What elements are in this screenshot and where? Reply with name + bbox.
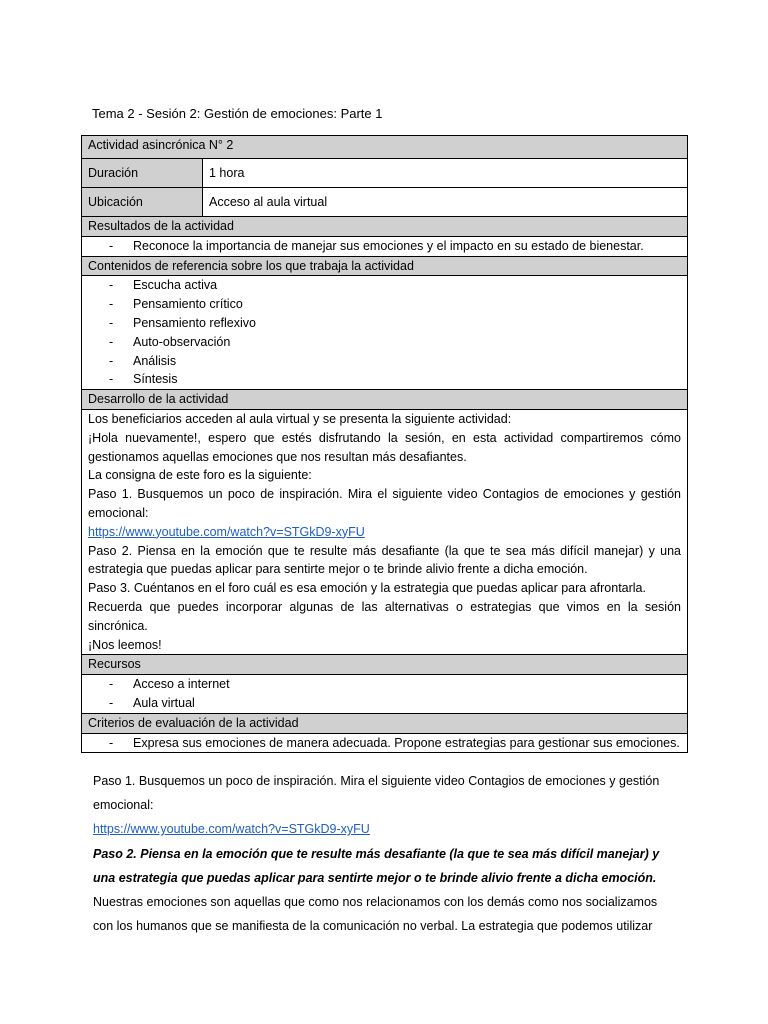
response-paragraph: Paso 2. Piensa en la emoción que te resulte más desafiante (la que te sea más difícil manejar) y una estrategia que puedas aplicar para sentirte mejor o te brinde alivio frente a dicha emoción. — [93, 846, 660, 885]
location-value: Acceso al aula virtual — [203, 188, 688, 217]
development-header-row — [82, 390, 688, 410]
contents-header: Contenidos de referencia sobre los que trabaja la actividad — [82, 256, 688, 276]
results-header: Resultados de la actividad — [82, 217, 688, 237]
list-item: - Aula virtual — [88, 694, 681, 713]
list-item: - Análisis — [88, 352, 681, 371]
response-paragraph: Nuestras emociones son aquellas que como nos relacionamos con los demás como nos socializamos con los humanos que se manifiesta de la comunicación no verbal. La estrategia que podemos utilizar — [93, 895, 658, 934]
activity-table — [81, 135, 688, 753]
video-link[interactable]: https://www.youtube.com/watch?v=STGkD9-xyFU — [88, 524, 365, 539]
criteria-list — [88, 734, 681, 753]
resources-header: Recursos — [82, 655, 688, 675]
location-row — [82, 188, 688, 217]
development-paragraph: ¡Hola nuevamente!, espero que estés disfrutando la sesión, en esta actividad compartiremos cómo gestionamos aquellas emociones que nos resultan más desafiantes. — [88, 430, 681, 464]
development-row — [82, 409, 688, 654]
duration-row — [82, 159, 688, 188]
development-paragraph: La consigna de este foro es la siguiente: — [88, 468, 312, 483]
response-paragraph: Paso 1. Busquemos un poco de inspiración. Mira el siguiente video Contagios de emociones y gestión emocional: — [93, 774, 660, 813]
duration-label: Duración — [82, 159, 203, 188]
contents-list — [88, 276, 681, 389]
list-item: - Pensamiento crítico — [88, 295, 681, 314]
header-row — [82, 136, 688, 159]
development-paragraph: Paso 1. Busquemos un poco de inspiración. Mira el siguiente video Contagios de emociones y gestión emocional: — [88, 487, 681, 520]
development-paragraph: Paso 2. Piensa en la emoción que te resulte más desafiante (la que te sea más difícil manejar) y una estrategia que puedas aplicar para sentirte mejor o te brinde alivio frente a dicha emoción. — [88, 543, 681, 577]
list-item: - Pensamiento reflexivo — [88, 314, 681, 333]
development-header: Desarrollo de la actividad — [82, 390, 688, 410]
development-paragraph: Los beneficiarios acceden al aula virtual y se presenta la siguiente actividad: — [88, 411, 512, 426]
contents-header-row — [82, 256, 688, 276]
location-label: Ubicación — [82, 188, 203, 217]
video-link[interactable]: https://www.youtube.com/watch?v=STGkD9-xyFU — [93, 822, 370, 837]
resources-header-row — [82, 655, 688, 675]
resources-list — [88, 675, 681, 713]
results-list — [88, 237, 681, 256]
list-item: - Auto-observación — [88, 333, 681, 352]
response-section — [93, 769, 674, 938]
development-paragraph: Recuerda que puedes incorporar algunas de las alternativas o estrategias que vimos en la sesión sincrónica. — [88, 599, 681, 633]
list-item: - Acceso a internet — [88, 675, 681, 694]
development-paragraph: ¡Nos leemos! — [88, 637, 162, 652]
list-item: - Síntesis — [88, 370, 681, 389]
resources-row — [82, 675, 688, 714]
criteria-header: Criterios de evaluación de la actividad — [82, 713, 688, 733]
list-item: - Expresa sus emociones de manera adecuada. Propone estrategias para gestionar sus emociones. — [88, 734, 681, 753]
activity-header: Actividad asincrónica N° 2 — [82, 136, 688, 159]
results-row — [82, 236, 688, 256]
criteria-header-row — [82, 713, 688, 733]
development-paragraph: Paso 3. Cuéntanos en el foro cuál es esa emoción y la estrategia que puedas aplicar para afrontarla. — [88, 581, 646, 596]
list-item: - Reconoce la importancia de manejar sus emociones y el impacto en su estado de bienestar. — [88, 237, 681, 256]
list-item: - Escucha activa — [88, 276, 681, 295]
duration-value: 1 hora — [203, 159, 688, 188]
development-body — [82, 409, 688, 654]
results-header-row — [82, 217, 688, 237]
criteria-row — [82, 733, 688, 753]
contents-row — [82, 276, 688, 390]
page-title: Tema 2 - Sesión 2: Gestión de emociones: Parte 1 — [92, 106, 383, 121]
